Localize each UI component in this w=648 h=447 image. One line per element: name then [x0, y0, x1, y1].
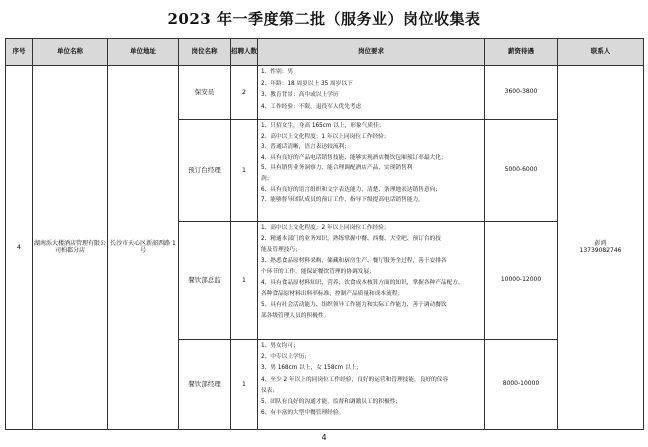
requirement-line: 6、具有良好的语言组织和文字表达能力，清楚、条理地表达销售意向；: [261, 186, 441, 193]
requirement-line: 1、性别：男: [261, 69, 294, 75]
requirement-line: 2、精通本部门的业务知识，熟练掌握中餐、西餐、大堂吧、预订台的技: [261, 236, 441, 242]
requirement-line: 2、中专以上学历；: [261, 354, 311, 361]
requirement-line: 1、男女均可；: [261, 343, 299, 349]
requirement-line: 部各级管理人员的积极性。: [261, 313, 330, 319]
job-table: [5, 38, 644, 430]
requirement-line: 个环节的工作，能保证餐饮管理的协调发展；: [261, 269, 375, 275]
position-cell: 预订台经理: [179, 120, 231, 222]
salary-cell: 3600-3800: [485, 66, 558, 120]
requirement-line: 1、高中以上文化程度；2 年以上同岗位工作经验；: [261, 225, 390, 231]
requirement-line: 2、高中以上文化程度；1 年以上同岗位工作经验；: [261, 133, 390, 140]
seq-cell: 4: [6, 66, 33, 430]
requirement-line: 仪表；: [261, 387, 279, 394]
requirement-line: 3、教育背景：高中或以上学历: [261, 92, 339, 98]
count-cell: 1: [231, 120, 258, 222]
table-row: [6, 66, 644, 120]
header-count: 招聘人数: [231, 39, 258, 66]
requirement-line: 7、能够督导团队成员的预订工作，指导下级提高电话销售能力。: [261, 197, 424, 204]
count-cell: 1: [231, 340, 258, 430]
requirement-line: 能及管理技巧；: [261, 247, 301, 253]
salary-cell: 8000-10000: [485, 340, 558, 430]
requirement-line: 6、有丰富的大型中餐管理经验。: [261, 410, 345, 417]
requirement-line: 4、工作经验：不限，退役军人优先考虑: [261, 103, 362, 110]
requirement-line: 5、团队有良好的沟通才能，监督和调激员工的积极性；: [261, 399, 402, 406]
unit-address-cell: 长沙市天心区新韶西路 1 号: [108, 66, 179, 430]
unit-name-cell: 湖南泺大楼酒店管理有限公司柏郡分店: [33, 66, 108, 430]
header-contact: 联系人: [558, 39, 644, 66]
header-row: [6, 39, 644, 66]
requirements-cell: [258, 222, 485, 340]
requirement-line: 5、具有销售业务洞察力，能合理调配酒店产品，实现销售利: [261, 165, 413, 172]
requirements-cell: [258, 66, 485, 120]
requirement-line: 4、至少 2 年以上的同岗位工作经验，良好的运营和管理技能，良好的仪容: [261, 376, 449, 383]
page-number: 4: [321, 433, 327, 442]
requirements-cell: [258, 120, 485, 222]
requirement-line: 3、熟悉食品原材料采购，储藏和厨房生产、餐厅服务全过程，善于安排各: [261, 258, 447, 264]
header-requirements: 岗位要求: [258, 39, 485, 66]
contact-cell: 彭鸿 13739082746: [558, 66, 644, 430]
requirement-line: 3、普通话清晰，语言表达较流利；: [261, 144, 350, 151]
requirement-line: 4、具有良好的产品电话销售技能，能够实现酒店餐饮包厢预订率最大化；: [261, 154, 447, 161]
requirement-line: 润；: [261, 175, 273, 182]
requirements-cell: [258, 340, 485, 430]
requirement-line: 4、具有食品原材料知识、营养、饮食成本核算方面的知识，掌握各种产品配方、: [261, 280, 464, 286]
header-unit-name: 单位名称: [33, 39, 108, 66]
requirement-line: 3、男 168cm 以上，女 158cm 以上；: [261, 365, 363, 372]
position-cell: 保安员: [179, 66, 231, 120]
header-unit-address: 单位地址: [108, 39, 179, 66]
position-cell: 餐饮部总监: [179, 222, 231, 340]
salary-cell: 10000-12000: [485, 222, 558, 340]
header-salary: 薪资待遇: [485, 39, 558, 66]
position-cell: 餐饮部经理: [179, 340, 231, 430]
salary-cell: 5000-6000: [485, 120, 558, 222]
requirement-line: 各种食品原材料出料率标准，控制产品质量和成本流程；: [261, 291, 404, 297]
count-cell: 1: [231, 222, 258, 340]
count-cell: 2: [231, 66, 258, 120]
requirement-line: 2、年龄：18 周岁以上 35 周岁以下: [261, 80, 353, 87]
requirement-line: 1、只招女生，身高 165cm 以上，形象气质佳；: [261, 123, 385, 129]
header-position: 岗位名称: [179, 39, 231, 66]
requirement-line: 5、具有社会活动能力、组织领导工作能力和实际工作能力，善于调动餐饮: [261, 302, 447, 308]
page-title: 2023 年一季度第二批（服务业）岗位收集表: [167, 10, 481, 28]
header-seq: 序号: [6, 39, 33, 66]
